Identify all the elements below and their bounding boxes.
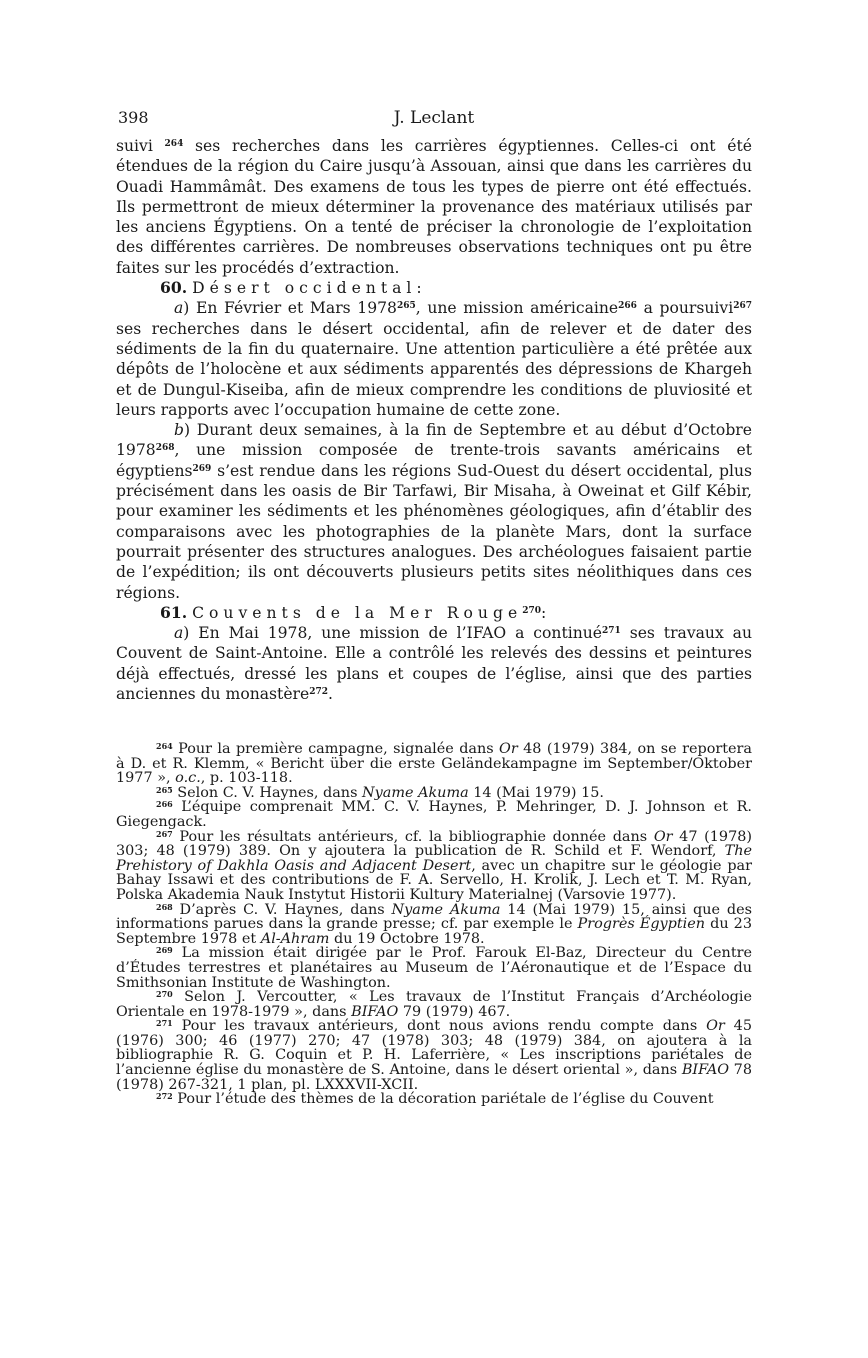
section-title: Désert occidental: <box>192 279 427 298</box>
footnote-ref: 264 <box>164 139 184 149</box>
footnote-ref: 265 <box>396 301 416 312</box>
page-number: 398 <box>118 108 149 127</box>
footnote-272: $^{272}$ Pour l’étude des thèmes de la décoration pariétale de l’église du Couvent <box>156 1091 714 1108</box>
footnote-268: $^{268}$ D’après C. V. Haynes, dans Nyame Akuma 14 (Mai 1979) 15, ainsi que des informations parues dans la grande presse; cf. par exemple le Progrès Égyptien du 23 Septembre 1978 et Al-Ahram du 19 Octobre 1978. <box>116 901 752 947</box>
running-head-author: J. Leclant <box>393 108 475 128</box>
footnote-266: $^{266}$ L’équipe comprenait MM. C. V. Haynes, P. Mehringer, D. J. Johnson et R. Giegengack. <box>116 799 752 830</box>
footnote-ref: 270 <box>522 605 541 616</box>
footnote-ref: 272 <box>309 687 329 698</box>
footnote-269: $^{269}$ La mission était dirigée par le Prof. Farouk El-Baz, Directeur du Centre d’Études terrestres et planétaires au Museum de l’Aéronautique et de l’Espace du Smithsonian Institute de Washington. <box>116 945 752 991</box>
footnote-ref: 271 <box>602 626 621 637</box>
section-heading-60: 60. Désert occidental: <box>160 278 427 298</box>
footnote-271: $^{271}$ Pour les travaux antérieurs, dont nous avions rendu compte dans Or 45 (1976) 300; 46 (1977) 270; 47 (1978) 303; 48 (1979) 384, on ajoutera à la bibliographie R. G. Coquin et P. H. Laferrière, « Les inscriptions pariétales de l’ancienne église du monastère de S. Antoine, dans le désert oriental », dans BIFAO 78 (1978) 267-321, 1 plan, pl. LXXXVII-XCII. <box>116 1018 752 1093</box>
footnote-265: $^{265}$ Selon C. V. Haynes, dans Nyame Akuma 14 (Mai 1979) 15. <box>156 784 604 801</box>
footnote-ref: 269 <box>192 463 212 474</box>
running-header <box>116 100 752 136</box>
paragraph-continued: suivi $^{264}$ ses recherches dans les carrières égyptiennes. Celles-ci ont été étendues de la région du Caire jusqu’à Assouan, ainsi que dans les carrières du Ouadi Hammâmât. Des examens de tous les types de pierre ont été effectués. Ils permettront de mieux déterminer la provenance des matériaux utilisés par les anciens Égyptiens. On a tenté de préciser la chronologie de l’exploitation des différentes carrières. De nombreuses observations techniques ont pu être faites sur les procédés d’extraction. <box>116 137 752 277</box>
footnote-ref: 268 <box>155 443 175 454</box>
section-heading-61: 61. Couvents de la Mer Rouge$^{270}$: <box>160 602 547 622</box>
main-text <box>116 136 752 704</box>
paragraph-61a: a) En Mai 1978, une mission de l’IFAO a continué$^{271}$ ses travaux au Couvent de Saint-Antoine. Elle a contrôlé les relevés des dessins et peintures déjà effectués, dressé les plans et coupes de l’église, ainsi que des parties anciennes du monastère$^{272}$. <box>116 624 752 704</box>
footnote-270: $^{270}$ Selon J. Vercoutter, « Les travaux de l’Institut Français d’Archéologie Orientale en 1978-1979 », dans BIFAO 79 (1979) 467. <box>116 989 752 1020</box>
footnotes <box>116 742 752 1107</box>
paragraph-60a: a) En Février et Mars 1978$^{265}$, une mission américaine$^{266}$ a poursuivi$^{267}$ ses recherches dans le désert occidental, afin de relever et de dater des sédiments de la fin du quaternaire. Une attention particulière a été prêtée aux dépôts de l’holocène et aux sédiments apparentés des dépressions de Khargeh et de Dungul-Kiseiba, afin de mieux comprendre les conditions de pluviosité et leurs rapports avec l’occupation humaine de cette zone. <box>116 299 752 419</box>
footnote-267: $^{267}$ Pour les résultats antérieurs, cf. la bibliographie donnée dans Or 47 (1978) 303; 48 (1979) 389. On y ajoutera la publication de R. Schild et F. Wendorf, The Prehistory of Dakhla Oasis and Adjacent Desert, avec un chapitre sur le géologie par Bahay Issawi et des contributions de F. A. Servello, H. Krolik, J. Lech et T. M. Ryan, Polska Akademia Nauk Instytut Historii Kultury Materialnej (Varsovie 1977). <box>116 828 752 903</box>
footnote-ref: 267 <box>733 301 752 312</box>
footnote-264: $^{264}$ Pour la première campagne, signalée dans Or 48 (1979) 384, on se reportera à D. et R. Klemm, « Bericht über die erste Geländekampagne im September/Oktober 1977 », o.c., p. 103-118. <box>116 741 752 787</box>
footnote-ref: 266 <box>618 301 637 312</box>
section-title: Couvents de la Mer Rouge <box>192 603 523 622</box>
paragraph-60b: b) Durant deux semaines, à la fin de Septembre et au début d’Octobre 1978$^{268}$, une mission composée de trente-trois savants américains et égyptiens$^{269}$ s’est rendue dans les régions Sud-Ouest du désert occidental, plus précisément dans les oasis de Bir Tarfawi, Bir Misaha, à Oweinat et Gilf Kébir, pour examiner les sédiments et les phénomènes géologiques, afin d’établir des comparaisons avec les photographies de la planète Mars, dont la surface pourrait présenter des structures analogues. Des archéologues faisaient partie de l’expédition; ils ont découverts plusieurs petits sites néolithiques dans ces régions. <box>116 421 752 602</box>
page <box>116 100 752 704</box>
